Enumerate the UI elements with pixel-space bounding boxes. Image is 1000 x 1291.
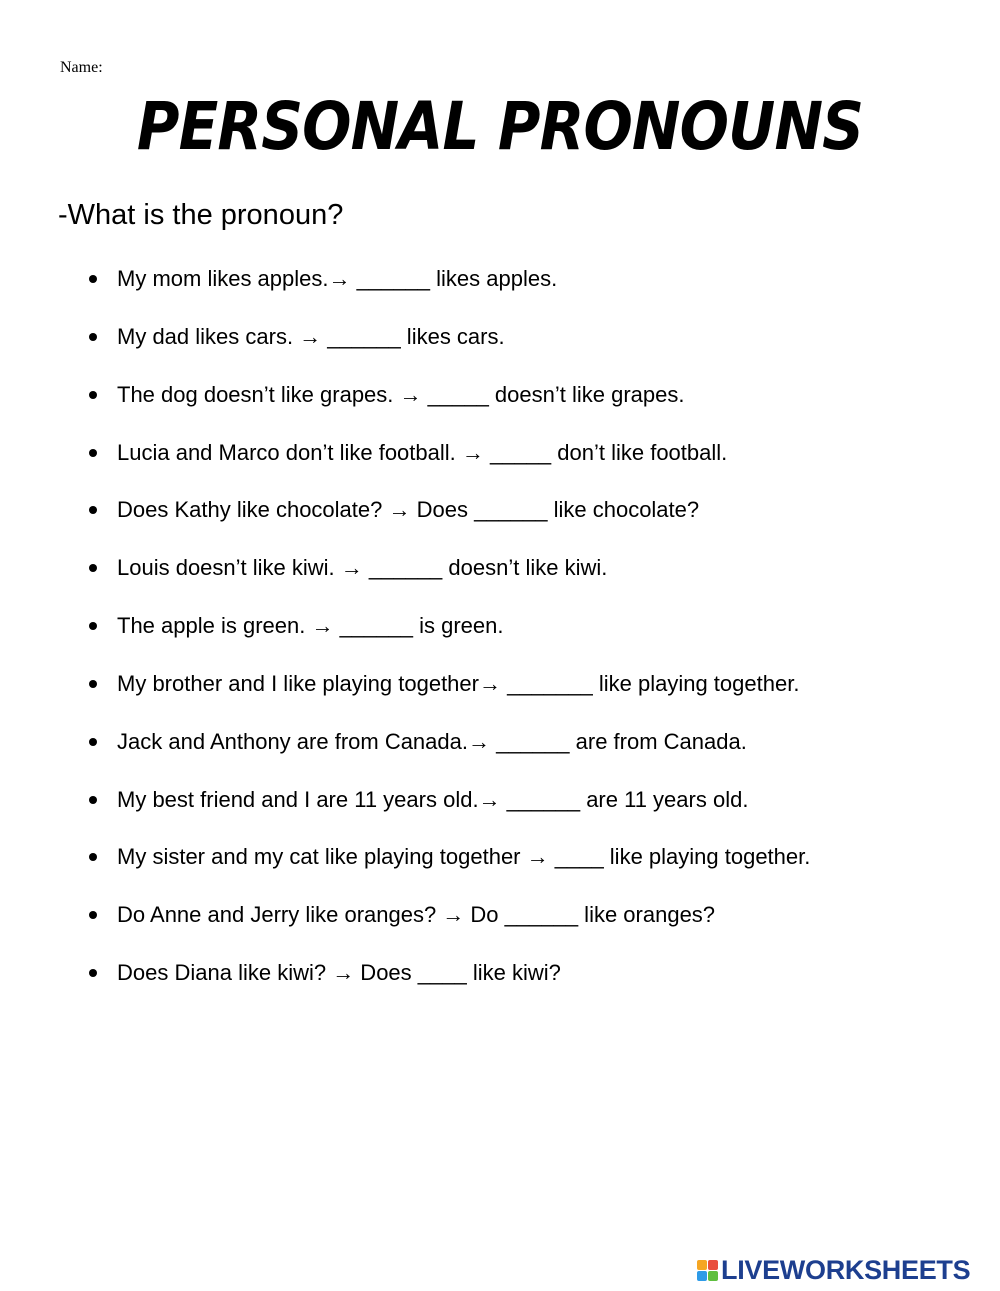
exercise-item [0,898,1000,956]
exercise-text: My brother and I like playing together→ _______ like playing together. [117,670,800,696]
exercise-item [0,493,1000,551]
liveworksheets-logo[interactable] [697,1253,970,1287]
exercise-item [0,436,1000,494]
exercise-text: Louis doesn’t like kiwi. → ______ doesn’t like kiwi. [117,555,608,581]
exercise-item [0,378,1000,436]
exercise-list [0,262,1000,1014]
logo-square [697,1260,707,1270]
exercise-item [0,783,1000,841]
bullet-icon [89,969,97,977]
logo-square [708,1260,718,1270]
bullet-icon [89,622,97,630]
logo-square [708,1271,718,1281]
bullet-icon [89,333,97,341]
exercise-text: My best friend and I are 11 years old.→ ______ are 11 years old. [117,786,749,812]
exercise-text: The dog doesn’t like grapes. → _____ doesn’t like grapes. [117,381,685,407]
exercise-text: The apple is green. → ______ is green. [117,613,504,639]
bullet-icon [89,853,97,861]
bullet-icon [89,564,97,572]
exercise-item [0,667,1000,725]
exercise-text: My dad likes cars. → ______ likes cars. [117,323,505,349]
bullet-icon [89,680,97,688]
question-prompt: -What is the pronoun? [58,199,344,231]
exercise-text: Does Diana like kiwi? → Does ____ like kiwi? [117,960,561,986]
exercise-item [0,725,1000,783]
exercise-text: Do Anne and Jerry like oranges? → Do ______ like oranges? [117,902,716,928]
bullet-icon [89,796,97,804]
exercise-item [0,956,1000,1014]
bullet-icon [89,911,97,919]
exercise-text: My sister and my cat like playing together → ____ like playing together. [117,844,811,870]
bullet-icon [89,391,97,399]
bullet-icon [89,738,97,746]
bullet-icon [89,275,97,283]
name-label: Name: [60,59,103,76]
exercise-text: My mom likes apples.→ ______ likes apples. [117,266,558,291]
page-title: PERSONAL PRONOUNS [136,88,864,165]
exercise-text: Does Kathy like chocolate? → Does ______ like chocolate? [117,497,700,523]
exercise-item [0,551,1000,609]
exercise-item [0,609,1000,667]
exercise-item [0,840,1000,898]
logo-mark-icon [697,1260,718,1281]
exercise-item [0,320,1000,378]
bullet-icon [89,506,97,514]
logo-text: LIVEWORKSHEETS [721,1254,971,1285]
logo-square [697,1271,707,1281]
bullet-icon [89,449,97,457]
exercise-text: Lucia and Marco don’t like football. → _____ don’t like football. [117,439,728,465]
exercise-text: Jack and Anthony are from Canada.→ ______ are from Canada. [117,728,747,754]
exercise-item [0,262,1000,320]
